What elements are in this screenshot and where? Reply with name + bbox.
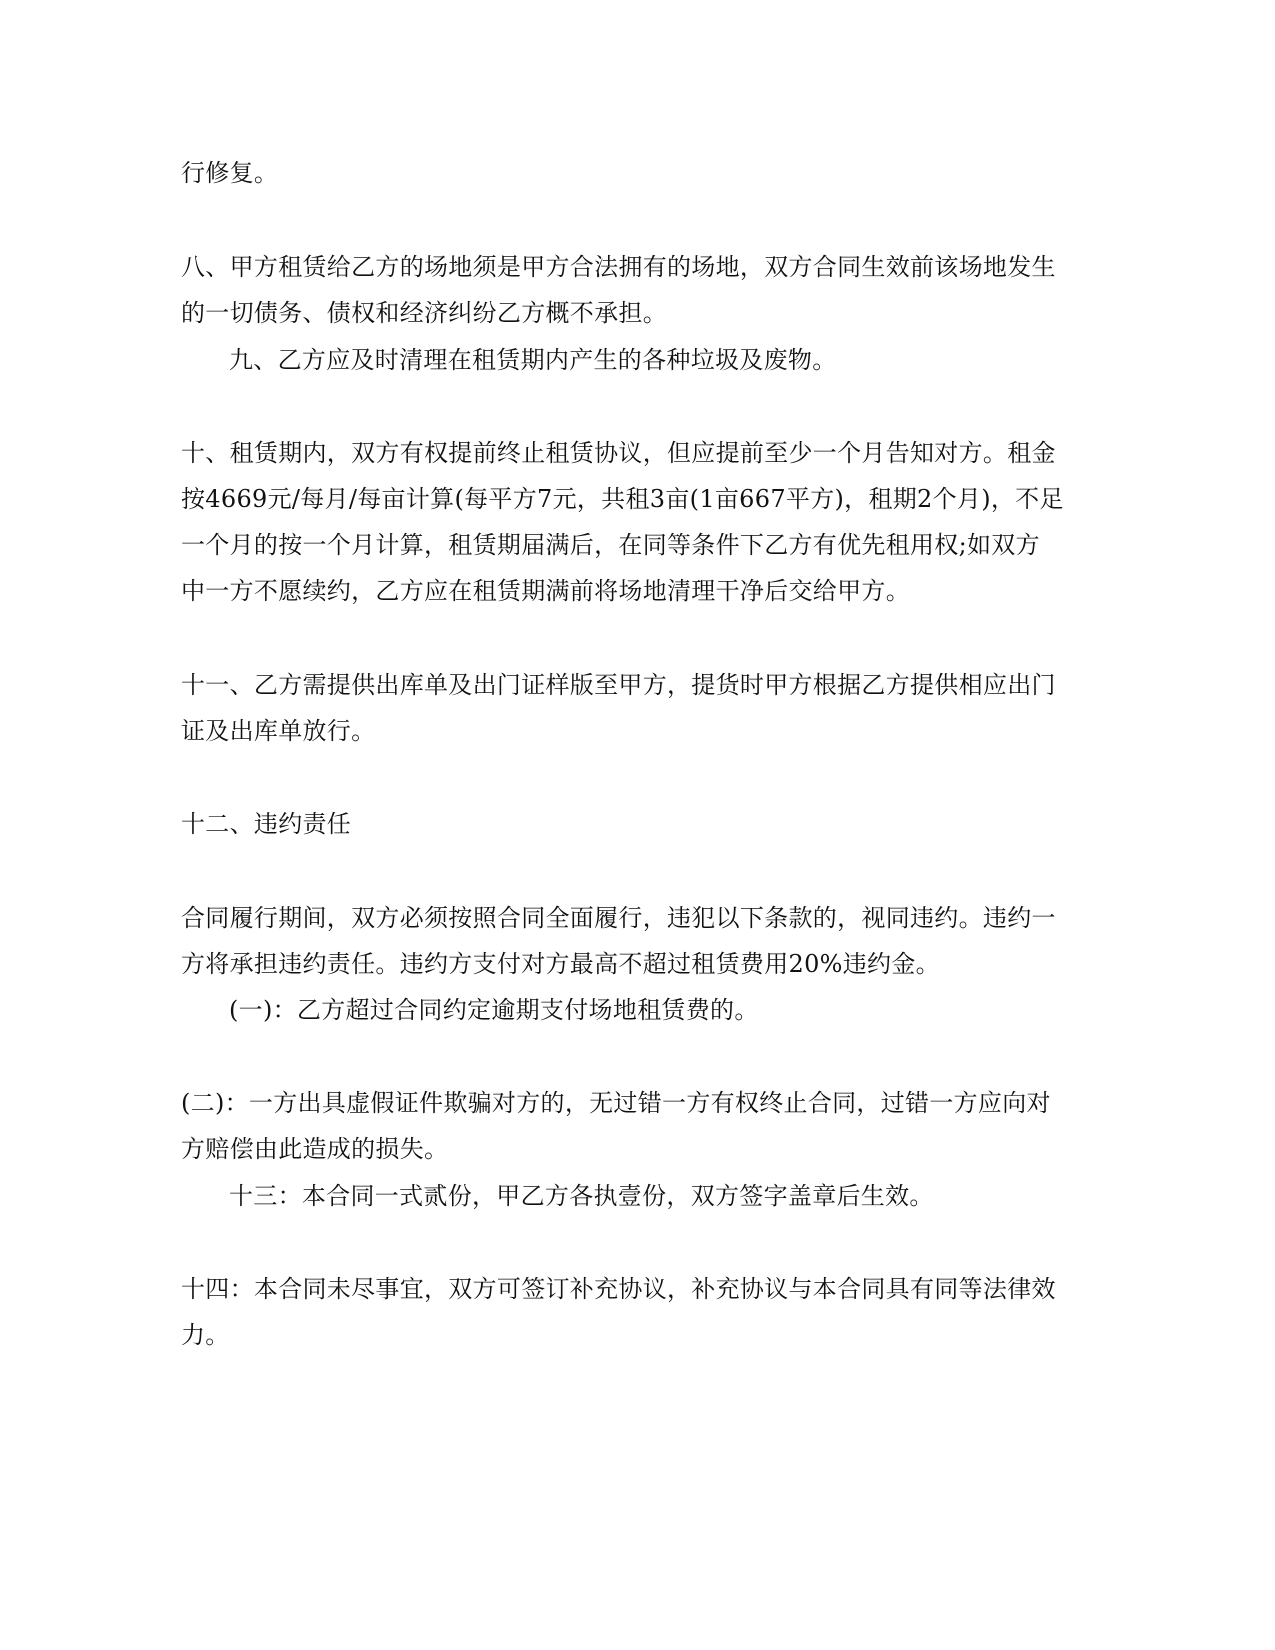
clause-10-line-1: 十、租赁期内，双方有权提前终止租赁协议，但应提前至少一个月告知对方。租金 xyxy=(181,439,1056,467)
breach-text-line-1: 合同履行期间，双方必须按照合同全面履行，违犯以下条款的，视同违约。违约一 xyxy=(181,904,1056,932)
clause-11-line-2: 证及出库单放行。 xyxy=(181,717,376,745)
clause-12-heading: 十二、违约责任 xyxy=(181,810,352,838)
clause-9: 九、乙方应及时清理在租赁期内产生的各种垃圾及废物。 xyxy=(229,346,837,374)
clause-10-line-4: 中一方不愿续约，乙方应在租赁期满前将场地清理干净后交给甲方。 xyxy=(181,577,910,605)
clause-10-line-3: 一个月的按一个月计算，租赁期届满后，在同等条件下乙方有优先租用权;如双方 xyxy=(181,531,1040,559)
breach-item-2-line-1: (二)：一方出具虚假证件欺骗对方的，无过错一方有权终止合同，过错一方应向对 xyxy=(181,1089,1051,1117)
clause-14-line-1: 十四：本合同未尽事宜，双方可签订补充协议，补充协议与本合同具有同等法律效 xyxy=(181,1275,1056,1303)
clause-8-line-1: 八、甲方租赁给乙方的场地须是甲方合法拥有的场地，双方合同生效前该场地发生 xyxy=(181,253,1056,281)
clause-13: 十三：本合同一式贰份，甲乙方各执壹份，双方签字盖章后生效。 xyxy=(229,1182,934,1210)
breach-item-1: (一)：乙方超过合同约定逾期支付场地租赁费的。 xyxy=(229,996,759,1024)
text-line: 行修复。 xyxy=(181,159,279,187)
clause-11-line-1: 十一、乙方需提供出库单及出门证样版至甲方，提货时甲方根据乙方提供相应出门 xyxy=(181,671,1056,699)
breach-item-2-line-2: 方赔偿由此造成的损失。 xyxy=(181,1135,449,1163)
clause-14-line-2: 力。 xyxy=(181,1321,230,1349)
clause-8-line-2: 的一切债务、债权和经济纠纷乙方概不承担。 xyxy=(181,299,667,327)
breach-text-line-2: 方将承担违约责任。违约方支付对方最高不超过租赁费用20%违约金。 xyxy=(181,950,940,978)
clause-10-line-2: 按4669元/每月/每亩计算(每平方7元，共租3亩(1亩667平方)，租期2个月)，不足 xyxy=(181,485,1064,513)
